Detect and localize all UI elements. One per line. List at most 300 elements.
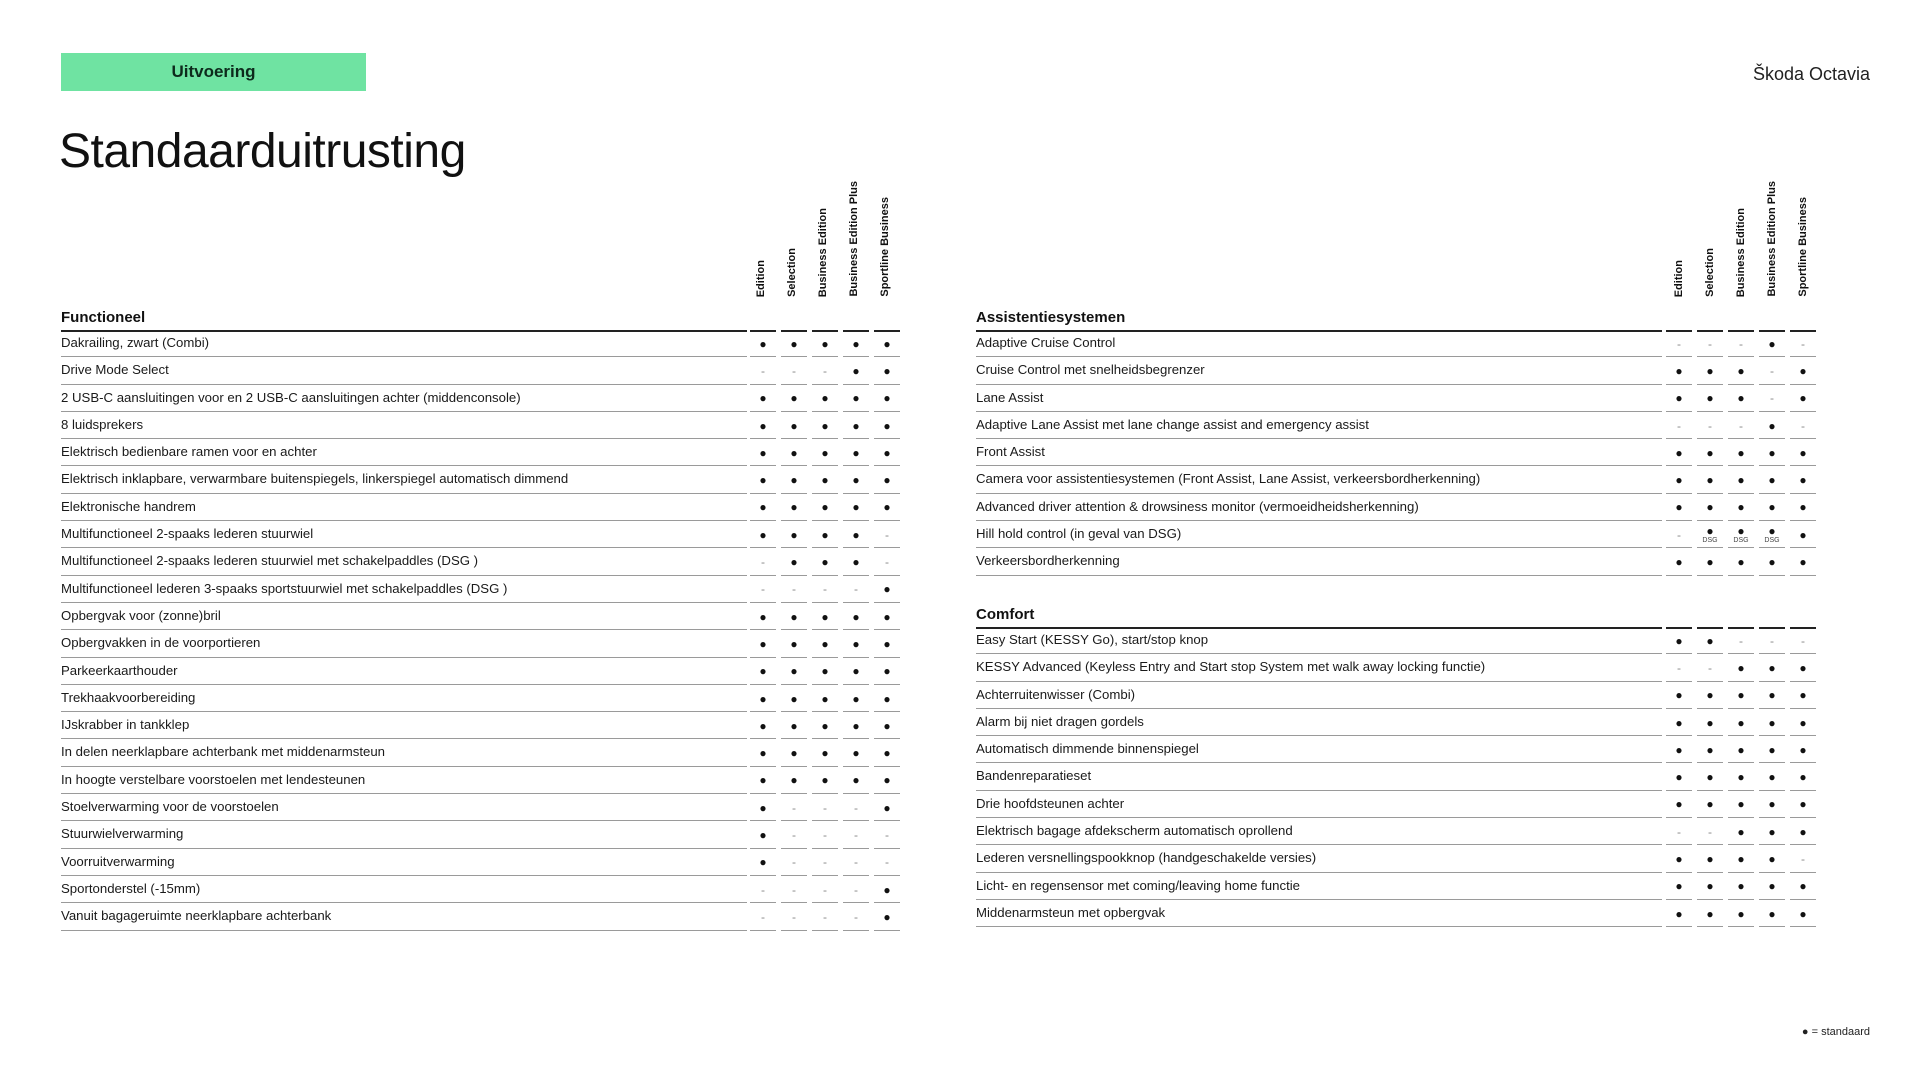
availability-cell [812,548,838,575]
standard-mark: ● [883,909,891,924]
row-rule [61,930,747,931]
availability-cell [874,330,900,357]
table-row [61,630,905,657]
availability-cell [750,794,776,821]
section-badge: Uitvoering [61,53,366,91]
standard-mark: ● [1737,660,1745,675]
availability-cell [1666,627,1692,654]
availability-cell [781,357,807,384]
row-label: KESSY Advanced (Keyless Entry and Start stop System met walk away locking functie) [976,659,1486,675]
availability-cell [1728,900,1754,927]
table-row [976,494,1821,521]
standard-mark: ● [1768,797,1776,812]
row-label: Elektronische handrem [61,498,196,514]
standard-mark: ● [1768,523,1776,538]
table-row [976,521,1821,548]
column-header-label: Selection [786,248,798,297]
availability-cell [1666,682,1692,709]
standard-mark: ● [821,391,829,406]
availability-cell [1728,548,1754,575]
availability-cell [874,794,900,821]
availability-cell [750,658,776,685]
availability-cell [1666,548,1692,575]
not-available-mark: - [1801,336,1805,351]
availability-cell [781,658,807,685]
standard-mark: ● [1799,391,1807,406]
standard-mark: ● [852,609,860,624]
table-row [976,682,1821,709]
availability-cell [781,521,807,548]
section-title [61,306,905,330]
not-available-mark: - [854,800,858,815]
row-label: In hoogte verstelbare voorstoelen met lendesteunen [61,771,366,787]
row-label: Automatisch dimmende binnenspiegel [976,741,1199,757]
availability-cell [843,821,869,848]
availability-cell [1666,763,1692,790]
availability-cell [1666,791,1692,818]
availability-cell [781,630,807,657]
row-label: Licht- en regensensor met coming/leaving home functie [976,877,1301,893]
cell-rule [1759,575,1785,576]
table-row [976,709,1821,736]
availability-cell [1790,627,1816,654]
availability-cell [874,685,900,712]
row-label: Alarm bij niet dragen gordels [976,713,1144,729]
availability-cell [843,330,869,357]
standard-mark: ● [1737,391,1745,406]
availability-cell [1697,439,1723,466]
not-available-mark: - [823,582,827,597]
availability-cell [843,712,869,739]
not-available-mark: - [854,827,858,842]
not-available-mark: - [1677,336,1681,351]
not-available-mark: - [1801,633,1805,648]
standard-mark: ● [759,800,767,815]
section-title-text: Assistentiesystemen [976,309,1126,326]
standard-mark: ● [790,500,798,515]
standard-mark: ● [1675,879,1683,894]
not-available-mark: - [854,855,858,870]
standard-mark: ● [852,473,860,488]
availability-cell [874,576,900,603]
availability-cell [874,903,900,930]
not-available-mark: - [1708,660,1712,675]
column-header-label: Business Edition Plus [848,181,860,297]
availability-cell [812,903,838,930]
standard-mark: ● [1706,879,1714,894]
availability-cell [1697,494,1723,521]
availability-cell [750,494,776,521]
section [976,306,1821,576]
availability-cell [1728,818,1754,845]
availability-cell [1759,412,1785,439]
availability-cell [781,685,807,712]
standard-mark: ● [883,636,891,651]
standard-mark: ● [759,691,767,706]
standard-mark: ● [1768,500,1776,515]
standard-mark: ● [883,691,891,706]
standard-mark: ● [852,527,860,542]
availability-cell [1759,385,1785,412]
not-available-mark: - [1708,336,1712,351]
row-rule [976,575,1662,576]
not-available-mark: - [1739,336,1743,351]
availability-cell [750,576,776,603]
standard-mark: ● [1675,688,1683,703]
not-available-mark: - [761,582,765,597]
not-available-mark: - [823,855,827,870]
standard-mark: ● [852,636,860,651]
legend: ● = standaard [1801,1026,1870,1038]
availability-cell [812,385,838,412]
availability-cell [1759,845,1785,872]
row-label: Sportonderstel (-15mm) [61,880,201,896]
row-label: Vanuit bagageruimte neerklapbare achterbank [61,908,332,924]
table-row [61,739,905,766]
availability-cell [750,821,776,848]
availability-cell [750,357,776,384]
column-header [1757,175,1787,297]
availability-cell [843,739,869,766]
column-header-label: Business Edition [817,207,829,297]
standard-mark: ● [883,418,891,433]
row-label: Opbergvakken in de voorportieren [61,635,261,651]
availability-cell [1666,818,1692,845]
availability-cell [874,739,900,766]
availability-cell [781,603,807,630]
standard-mark: ● [1737,523,1745,538]
not-available-mark: - [885,827,889,842]
row-label: Parkeerkaarthouder [61,662,178,678]
standard-mark: ● [883,363,891,378]
availability-cell [1790,521,1816,548]
standard-mark: ● [1675,742,1683,757]
table-row [61,521,905,548]
standard-mark: ● [821,500,829,515]
availability-cell [874,412,900,439]
standard-mark: ● [883,773,891,788]
table-row [976,900,1821,927]
table-row [61,712,905,739]
availability-cell [750,876,776,903]
standard-mark: ● [1737,906,1745,921]
availability-cell [812,439,838,466]
standard-mark: ● [1706,797,1714,812]
availability-cell [1697,736,1723,763]
row-label: Multifunctioneel lederen 3-spaaks sportstuurwiel met schakelpaddles (DSG ) [61,580,508,596]
section [976,603,1821,927]
standard-mark: ● [1737,797,1745,812]
standard-mark: ● [821,691,829,706]
standard-mark: ● [759,336,767,351]
not-available-mark: - [885,555,889,570]
table-row [976,873,1821,900]
row-label: Easy Start (KESSY Go), start/stop knop [976,632,1209,647]
availability-cell [1728,682,1754,709]
standard-mark: ● [1799,824,1807,839]
availability-cell [1697,900,1723,927]
availability-cell [1697,412,1723,439]
table-row [61,576,905,603]
cell-note: DSG [1702,536,1718,544]
standard-mark: ● [790,636,798,651]
availability-cell [1790,791,1816,818]
row-label: Dakrailing, zwart (Combi) [61,335,210,350]
row-label: Elektrisch bagage afdekscherm automatisch oprollend [976,823,1293,839]
not-available-mark: - [1708,824,1712,839]
not-available-mark: - [823,827,827,842]
availability-cell [1728,627,1754,654]
table-row [61,821,905,848]
availability-cell [1759,548,1785,575]
availability-cell [812,876,838,903]
table-row [976,466,1821,493]
availability-cell [1790,736,1816,763]
column-header-label: Edition [755,259,767,297]
availability-cell [1759,791,1785,818]
standard-mark: ● [852,336,860,351]
row-label: 2 USB-C aansluitingen voor en 2 USB-C aansluitingen achter (middenconsole) [61,389,521,405]
standard-mark: ● [883,582,891,597]
not-available-mark: - [854,582,858,597]
row-label: Elektrisch bedienbare ramen voor en achter [61,444,317,460]
availability-cell [1697,791,1723,818]
column-header [777,175,807,297]
table-row [976,330,1821,357]
availability-cell [1728,521,1754,548]
standard-mark: ● [852,363,860,378]
section-title-text: Functioneel [61,309,146,326]
row-label: 8 luidsprekers [61,416,144,432]
standard-mark: ● [790,691,798,706]
availability-cell [781,330,807,357]
availability-cell [1697,873,1723,900]
row-label: Stoelverwarming voor de voorstoelen [61,799,279,815]
row-label: IJskrabber in tankklep [61,717,190,733]
not-available-mark: - [792,855,796,870]
availability-cell [874,548,900,575]
availability-cell [1728,709,1754,736]
standard-mark: ● [1768,852,1776,867]
standard-mark: ● [759,418,767,433]
availability-cell [781,548,807,575]
standard-mark: ● [852,773,860,788]
brand-name: Škoda Octavia [1752,64,1870,84]
availability-cell [843,412,869,439]
column-header-label: Sportline Business [879,197,891,297]
availability-cell [812,412,838,439]
table-row [61,494,905,521]
table-row [61,466,905,493]
standard-mark: ● [1768,824,1776,839]
standard-mark: ● [1675,555,1683,570]
not-available-mark: - [1739,633,1743,648]
not-available-mark: - [854,909,858,924]
availability-cell [874,439,900,466]
standard-mark: ● [1799,742,1807,757]
table-row [976,439,1821,466]
table-row [976,654,1821,681]
standard-mark: ● [1768,906,1776,921]
availability-cell [1697,385,1723,412]
cell-rule [1697,926,1723,927]
standard-mark: ● [759,391,767,406]
standard-mark: ● [1737,715,1745,730]
cell-rule [750,930,776,931]
column-header [1726,175,1756,297]
standard-mark: ● [759,445,767,460]
standard-mark: ● [883,500,891,515]
standard-mark: ● [1706,523,1714,538]
availability-cell [843,466,869,493]
standard-mark: ● [1706,633,1714,648]
availability-cell [874,494,900,521]
availability-cell [1790,330,1816,357]
availability-cell [1790,900,1816,927]
standard-mark: ● [852,746,860,761]
not-available-mark: - [1801,852,1805,867]
availability-cell [1666,494,1692,521]
availability-cell [1728,494,1754,521]
availability-cell [781,494,807,521]
availability-cell [1759,873,1785,900]
standard-mark: ● [883,882,891,897]
row-label: Middenarmsteun met opbergvak [976,904,1166,920]
standard-mark: ● [759,773,767,788]
availability-cell [1697,818,1723,845]
availability-cell [812,466,838,493]
availability-cell [1697,548,1723,575]
standard-mark: ● [821,336,829,351]
availability-cell [874,767,900,794]
standard-mark: ● [1799,445,1807,460]
standard-mark: ● [1799,770,1807,785]
standard-mark: ● [852,418,860,433]
standard-mark: ● [1737,500,1745,515]
standard-mark: ● [1737,742,1745,757]
row-label: Voorruitverwarming [61,853,175,869]
standard-mark: ● [852,445,860,460]
standard-mark: ● [759,827,767,842]
table-row [61,767,905,794]
availability-cell [843,903,869,930]
availability-cell [781,439,807,466]
standard-mark: ● [1675,797,1683,812]
availability-cell [1790,709,1816,736]
standard-mark: ● [883,664,891,679]
availability-cell [1666,654,1692,681]
availability-cell [1697,845,1723,872]
availability-cell [1759,736,1785,763]
availability-cell [812,357,838,384]
availability-cell [1666,330,1692,357]
row-label: Lederen versnellingspookknop (handgeschakelde versies) [976,850,1317,866]
availability-cell [1759,682,1785,709]
standard-mark: ● [759,609,767,624]
availability-cell [812,658,838,685]
standard-mark: ● [1706,363,1714,378]
column-header [808,175,838,297]
availability-cell [843,876,869,903]
standard-mark: ● [852,391,860,406]
availability-cell [1666,357,1692,384]
standard-mark: ● [1737,879,1745,894]
standard-mark: ● [790,746,798,761]
standard-mark: ● [1675,363,1683,378]
not-available-mark: - [1708,418,1712,433]
not-available-mark: - [792,582,796,597]
availability-cell [1790,763,1816,790]
availability-cell [1759,709,1785,736]
cell-rule [1759,926,1785,927]
availability-cell [843,767,869,794]
availability-cell [1728,385,1754,412]
availability-cell [1697,682,1723,709]
availability-cell [1790,412,1816,439]
availability-cell [750,330,776,357]
availability-cell [1759,900,1785,927]
availability-cell [1666,900,1692,927]
standard-mark: ● [1737,555,1745,570]
availability-cell [874,712,900,739]
availability-cell [1666,736,1692,763]
row-label: Stuurwielverwarming [61,826,184,842]
availability-cell [1728,736,1754,763]
standard-mark: ● [1799,879,1807,894]
not-available-mark: - [792,882,796,897]
availability-cell [1666,873,1692,900]
not-available-mark: - [1677,660,1681,675]
standard-mark: ● [759,718,767,733]
row-label: Advanced driver attention & drowsiness monitor (vermoeidheidsherkenning) [976,498,1419,514]
standard-mark: ● [821,555,829,570]
availability-cell [1759,521,1785,548]
row-label: Drive Mode Select [61,362,169,378]
not-available-mark: - [1677,824,1681,839]
not-available-mark: - [792,800,796,815]
availability-cell [812,712,838,739]
availability-cell [1790,466,1816,493]
standard-mark: ● [1675,770,1683,785]
not-available-mark: - [761,909,765,924]
not-available-mark: - [761,882,765,897]
standard-mark: ● [1737,688,1745,703]
availability-cell [750,603,776,630]
row-rule [976,926,1662,927]
cell-rule [812,930,838,931]
cell-rule [1728,575,1754,576]
availability-cell [843,521,869,548]
standard-mark: ● [759,664,767,679]
standard-mark: ● [1768,742,1776,757]
availability-cell [750,548,776,575]
availability-cell [1728,357,1754,384]
standard-mark: ● [1675,473,1683,488]
availability-cell [812,739,838,766]
standard-mark: ● [790,418,798,433]
availability-cell [812,494,838,521]
row-label: Trekhaakvoorbereiding [61,689,196,705]
column-header-label: Edition [1673,259,1685,297]
availability-cell [843,849,869,876]
availability-cell [1697,627,1723,654]
column-header [839,175,869,297]
table-row [61,658,905,685]
row-label: Elektrisch inklapbare, verwarmbare buitenspiegels, linkerspiegel automatisch dimmend [61,471,569,487]
availability-cell [1666,412,1692,439]
availability-cell [781,876,807,903]
table-row [61,548,905,575]
